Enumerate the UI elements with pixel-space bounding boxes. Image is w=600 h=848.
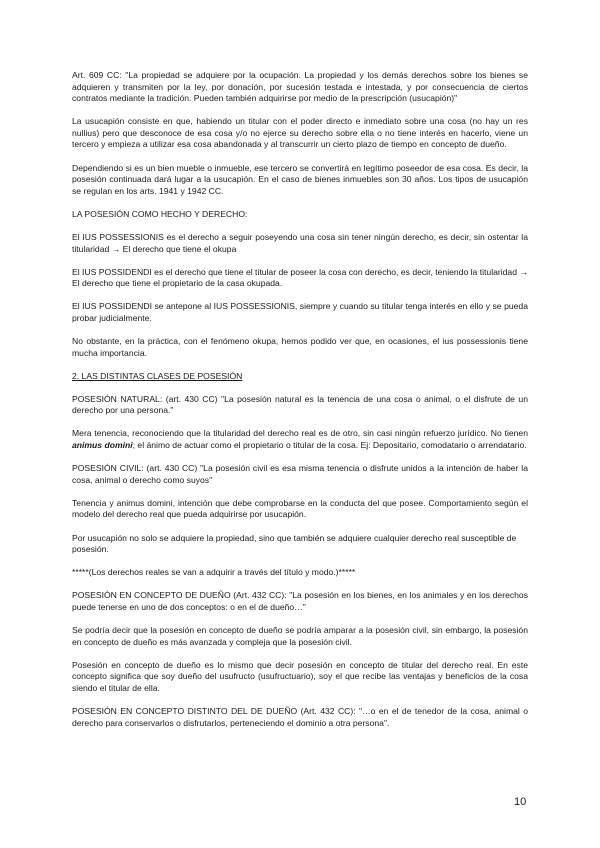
page-number: 10 bbox=[514, 796, 527, 808]
paragraph-antepone: El IUS POSSIDENDI se antepone al IUS POSSESSIONIS, siempre y cuando su titular tenga interés en ello y se pueda probar judicialmente. bbox=[72, 301, 528, 323]
paragraph-no-obstante: No obstante, en la práctica, con el fenómeno okupa, hemos podido ver que, en ocasiones, el ius possessionis tiene mucha importancia. bbox=[72, 336, 528, 358]
paragraph-ius-possessionis: El IUS POSSESSIONIS es el derecho a seguir poseyendo una cosa sin tener ningún derecho, es decir, sin ostentar la titularidad → El derecho que tiene el okupa bbox=[72, 231, 528, 254]
paragraph-bien-mueble-inmueble: Dependiendo si es un bien mueble o inmueble, ese tercero se convertirá en legítimo poseedor de esa cosa. Es decir, la posesión continuada dará lugar a la usucapión. En el caso de bienes inmuebles son 30 años. Los tipos de usucapión se regulan en los arts. 1941 y 1942 CC. bbox=[72, 162, 528, 196]
mera-tenencia-text-b: ; el ánimo de actuar como el propietario o titular de la cosa. Ej: Depositario, comodatario o arrendatario. bbox=[132, 440, 527, 451]
paragraph-usucapion-definition: La usucapión consiste en que, habiendo un titular con el poder directo e inmediato sobre una cosa (no hay un res nullius) pero que desconoce de esa cosa y/o no ejerce su derecho sobre ella o no tiene interés en hacerlo, viene un tercero y empieza a utilizar esa cosa abandonada y al transcurrir un cierto plazo de tiempo en concepto de dueño. bbox=[72, 116, 528, 150]
paragraph-amparar-posesion-civil: Se podría decir que la posesión en concepto de dueño se podría amparar a la posesión civil, sin embargo, la posesión en concepto de dueño es más avanzada y compleja que la posesión civil. bbox=[72, 625, 528, 647]
paragraph-por-usucapion: Por usucapión no solo se adquiere la propiedad, sino que también se adquiere cualquier derecho real susceptible de posesión. bbox=[72, 532, 517, 555]
mera-tenencia-text-a: Mera tenencia, reconociendo que la titularidad del derecho real es de otro, sin casi ningún refuerzo jurídico. No tienen bbox=[72, 428, 528, 439]
heading-posesion-hecho-derecho: LA POSESIÓN COMO HECHO Y DERECHO: bbox=[72, 208, 248, 219]
heading-clases-posesion: 2. LAS DISTINTAS CLASES DE POSESIÓN bbox=[72, 370, 243, 381]
paragraph-ius-possidendi: El IUS POSSIDENDI es el derecho que tiene el titular de poseer la cosa con derecho, es decir, teniendo la titularidad → El derecho que tiene el propietario de la casa okupada. bbox=[72, 266, 528, 289]
animus-domini-emphasis: animus domini bbox=[72, 440, 133, 451]
paragraph-tenencia-animus: Tenencia y animus domini, intención que debe comprobarse en la conducta del que posee. Comportamiento según el modelo del derecho real que pueda adquirirse por usucapión. bbox=[72, 497, 528, 520]
paragraph-mera-tenencia bbox=[72, 428, 528, 451]
paragraph-concepto-distinto-dueno: POSESIÓN EN CONCEPTO DISTINTO DEL DE DUEÑO (Art. 432 CC): "…o en el de tenedor de la cosa, animal o derecho para conservarlos o disfrutarlos, perteneciendo el dominio a otra persona". bbox=[72, 705, 528, 728]
page-content bbox=[72, 70, 528, 741]
paragraph-posesion-natural: POSESIÓN NATURAL: (art. 430 CC) "La posesión natural es la tenencia de una cosa o animal, o el disfrute de un derecho por una persona." bbox=[72, 393, 528, 416]
paragraph-art-609: Art. 609 CC: "La propiedad se adquiere por la ocupación. La propiedad y los demás derechos sobre los bienes se adquieren y transmiten por la ley, por donación, por sucesión testada e intestada, y por consecuencia de ciertos contratos mediante la tradición. Pueden también adquirirse por medio de la prescripción (usucapión)" bbox=[72, 70, 528, 104]
paragraph-concepto-dueno: POSESIÓN EN CONCEPTO DE DUEÑO (Art. 432 CC): "La posesión en los bienes, en los animales y en los derechos puede tenerse en uno de dos conceptos: o en el de dueño…" bbox=[72, 590, 528, 612]
paragraph-derechos-reales-note: *****(Los derechos reales se van a adquirir a través del título y modo.)***** bbox=[72, 567, 356, 578]
paragraph-titular-derecho-real: Posesión en concepto de dueño es lo mismo que decir posesión en concepto de titular del derecho real. En este concepto significa que soy dueño del usufructo (usufructuario), soy el que recibe las ventajas y beneficios de la cosa siendo el titular de ella. bbox=[72, 659, 528, 693]
paragraph-posesion-civil: POSESIÓN CIVIL: (art. 430 CC) "La posesión civil es esa misma tenencia o disfrute unidos a la intención de haber la cosa, animal o derecho como suyos" bbox=[72, 463, 528, 485]
